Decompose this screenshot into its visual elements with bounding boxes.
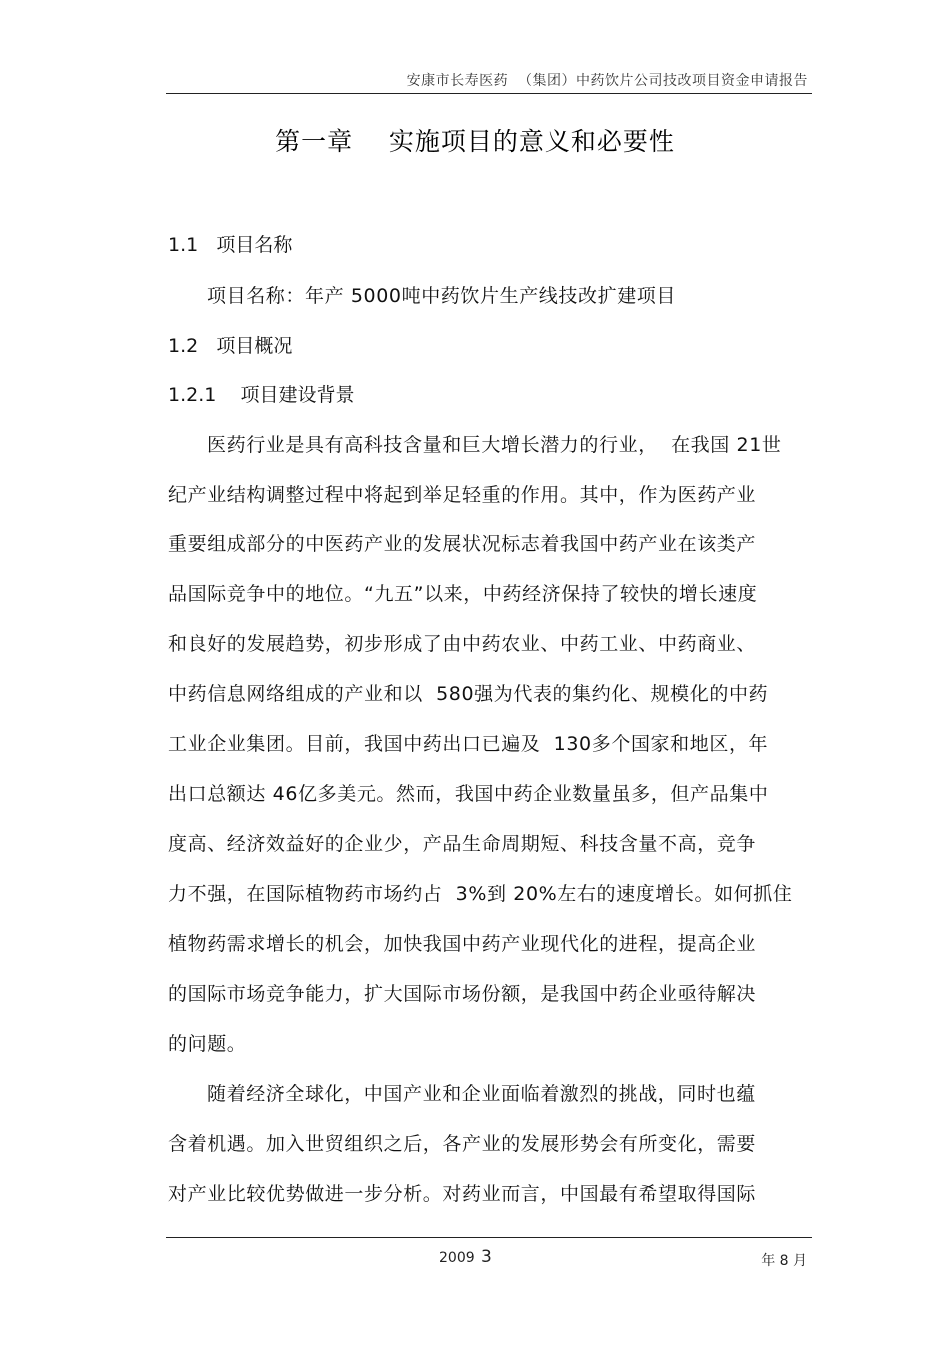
paragraph-line: 品国际竞争中的地位。“九五”以来，中药经济保持了较快的增长速度 [168,583,758,605]
paragraph-line: 中药信息网络组成的产业和以 580强为代表的集约化、规模化的中药 [168,683,769,705]
paragraph-line: 含着机遇。加入世贸组织之后，各产业的发展形势会有所变化，需要 [168,1133,757,1155]
paragraph-line: 植物药需求增长的机会，加快我国中药产业现代化的进程，提高企业 [168,933,757,955]
paragraph-line: 工业企业集团。目前，我国中药出口已遍及 130多个国家和地区，年 [168,733,769,755]
paragraph-line: 纪产业结构调整过程中将起到举足轻重的作用。其中，作为医药产业 [168,484,757,506]
section-heading-1-1: 1.1 项目名称 [168,234,293,256]
paragraph-line: 出口总额达 46亿多美元。然而，我国中药企业数量虽多，但产品集中 [168,783,769,805]
paragraph-line: 医药行业是具有高科技含量和巨大增长潜力的行业， 在我国 21世 [207,434,782,456]
section-heading-1-2-1: 1.2.1 项目建设背景 [168,384,355,406]
header-rule [166,93,812,94]
footer-date: 年 8 月 [761,1253,807,1269]
paragraph-line: 随着经济全球化，中国产业和企业面临着激烈的挑战，同时也蕴 [207,1083,756,1105]
page-number: 3 [481,1247,492,1267]
chapter-title: 第一章 实施项目的意义和必要性 [275,127,675,156]
footer-year: 2009 [439,1250,475,1266]
footer-rule [166,1237,812,1238]
running-header: 安康市长寿医药 （集团）中药饮片公司技改项目资金申请报告 [406,73,808,89]
paragraph-line: 度高、经济效益好的企业少，产品生命周期短、科技含量不高，竞争 [168,833,757,855]
paragraph-line: 对产业比较优势做进一步分析。对药业而言，中国最有希望取得国际 [168,1183,757,1205]
paragraph-line: 力不强，在国际植物药市场约占 3%到 20%左右的速度增长。如何抓住 [168,883,793,905]
paragraph-line: 和良好的发展趋势，初步形成了由中药农业、中药工业、中药商业、 [168,633,757,655]
paragraph-line: 的问题。 [168,1033,247,1055]
paragraph-line: 重要组成部分的中医药产业的发展状况标志着我国中药产业在该类产 [168,533,757,555]
project-name-line: 项目名称：年产 5000吨中药饮片生产线技改扩建项目 [207,285,676,307]
paragraph-line: 的国际市场竞争能力，扩大国际市场份额，是我国中药企业亟待解决 [168,983,757,1005]
section-heading-1-2: 1.2 项目概况 [168,335,293,357]
